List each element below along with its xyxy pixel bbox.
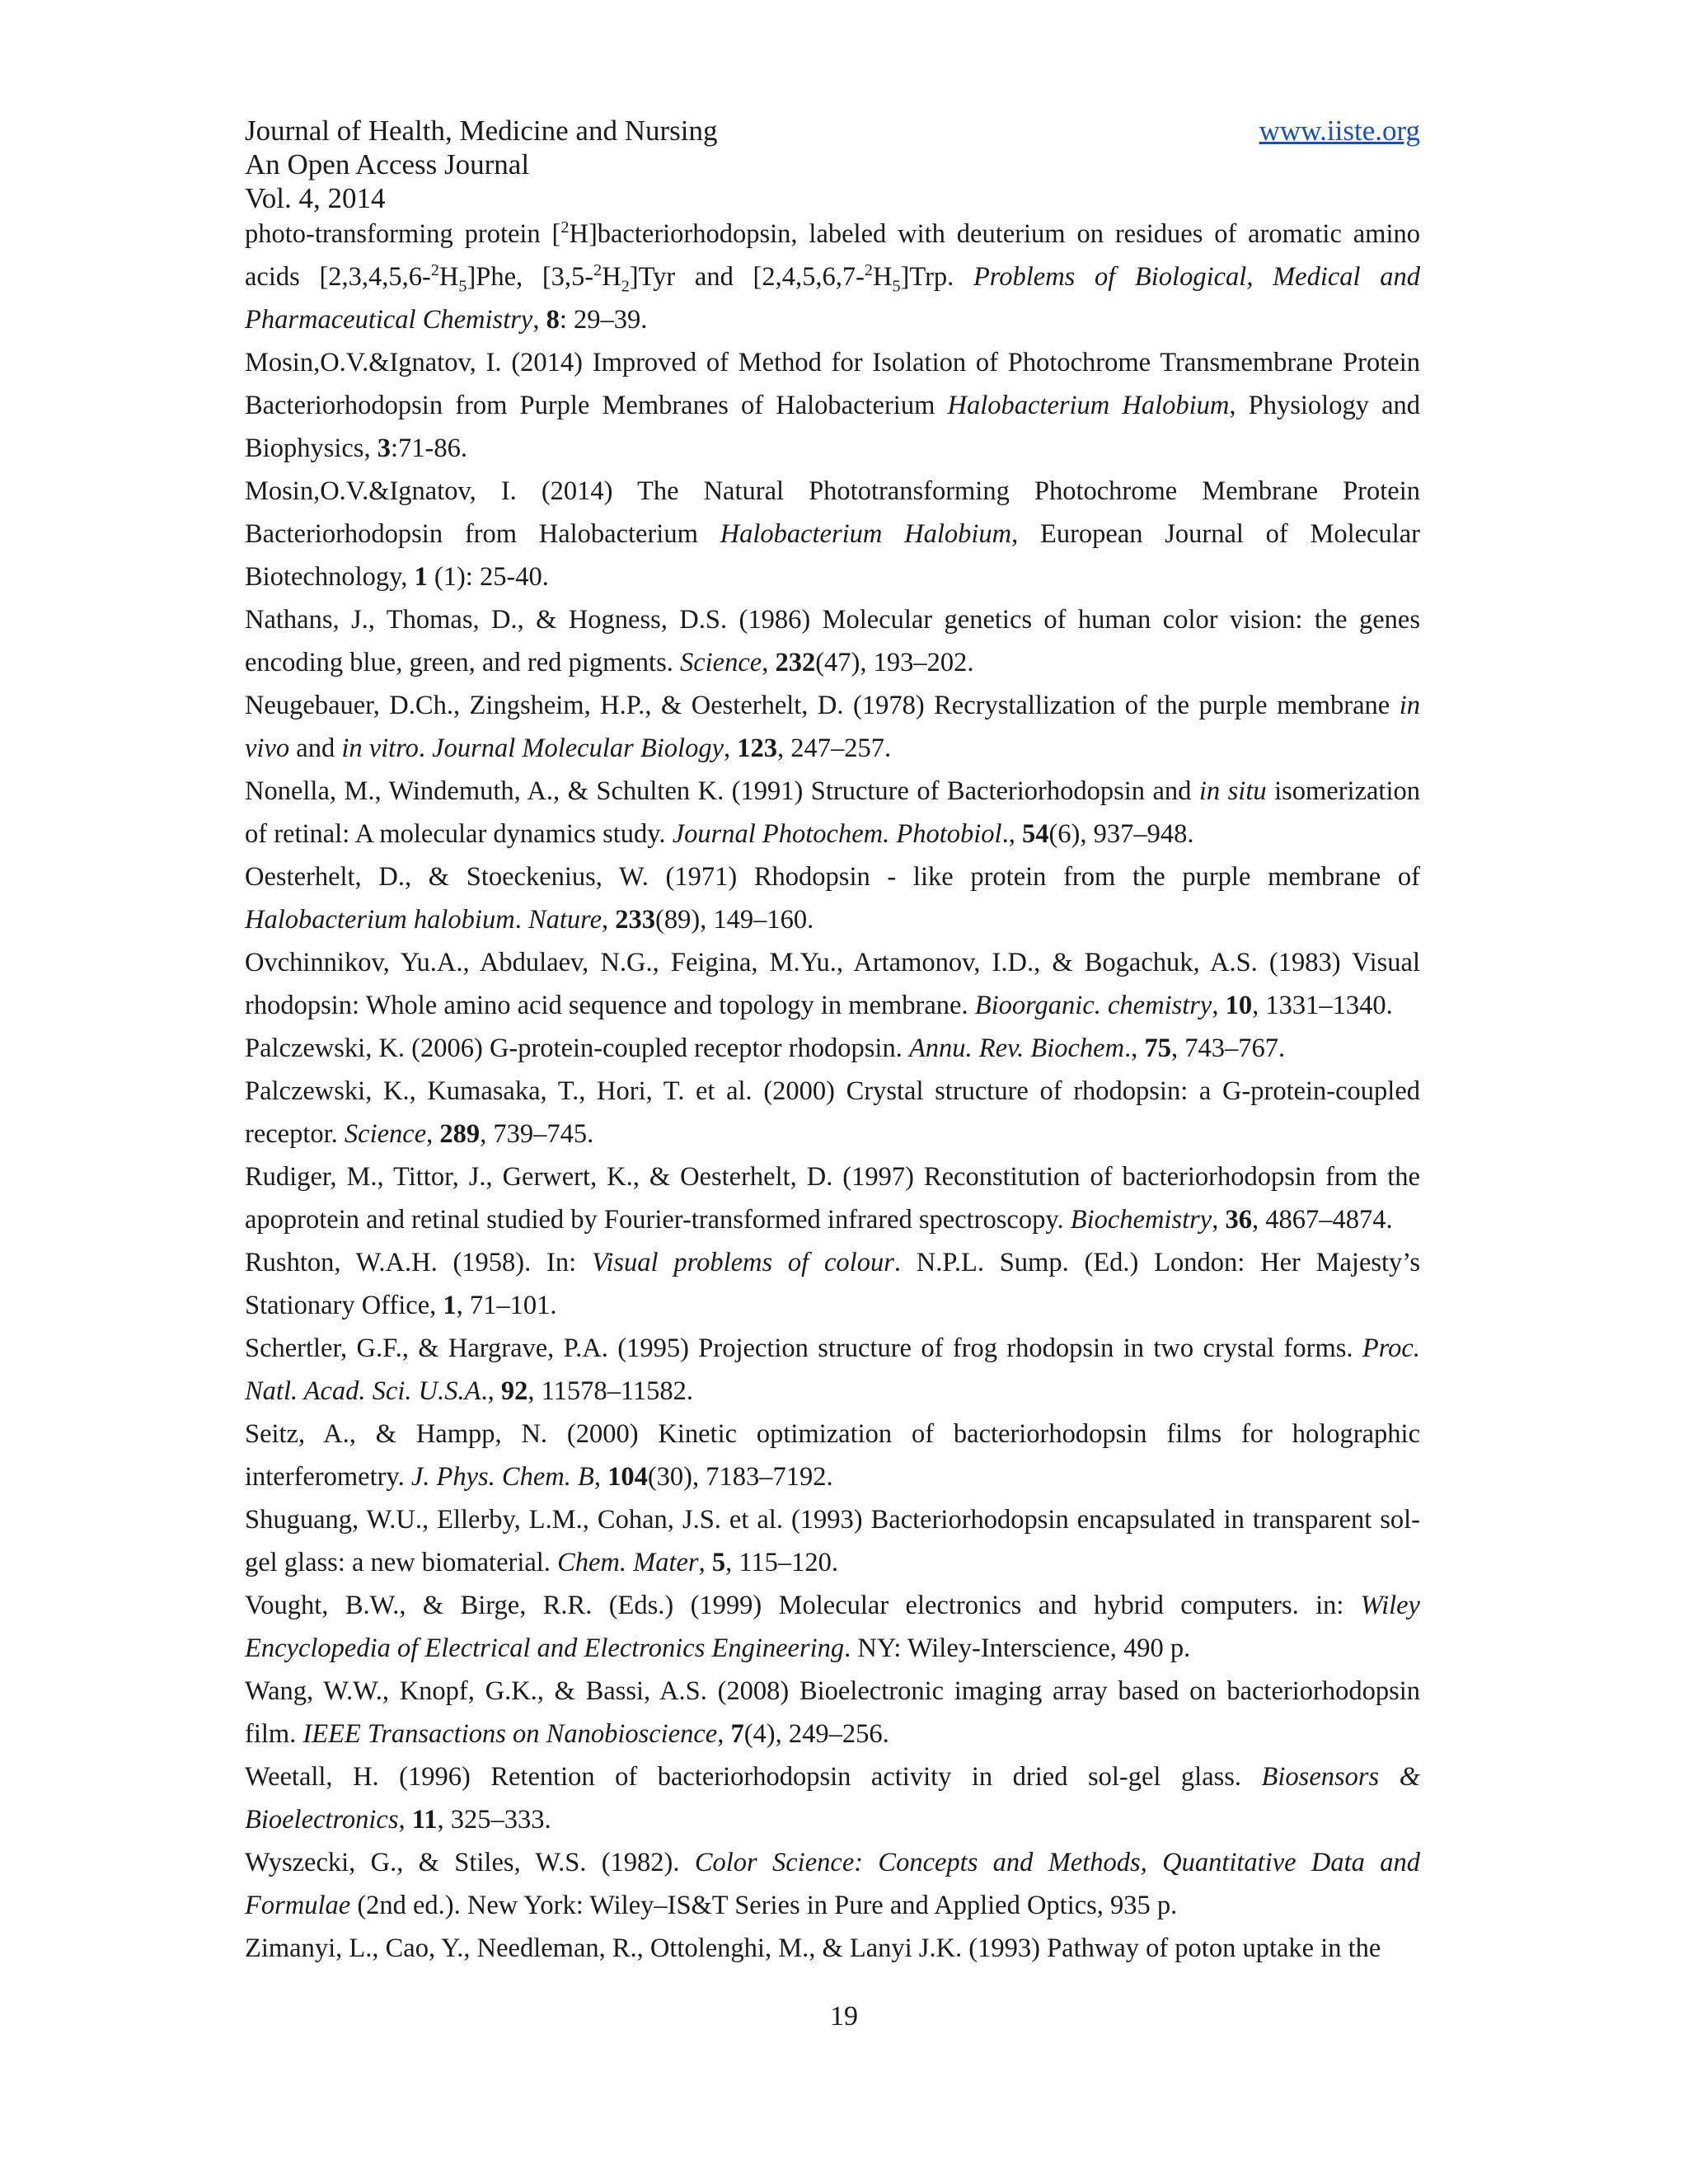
reference-text: Nature [528,905,603,935]
reference-text: 2 [621,277,630,296]
reference-entry [245,341,1420,470]
reference-text: 1 [443,1291,457,1320]
reference-text: Schertler, G.F., & Hargrave, P.A. (1995) Projection structure of frog rhodopsin in two crystal forms. [245,1333,1362,1363]
journal-volume: Vol. 4, 2014 [245,182,386,214]
reference-text: Science [344,1119,427,1149]
reference-text: Halobacterium Halobium [947,391,1230,420]
reference-text: IEEE Transactions on Nanobioscience [302,1719,718,1749]
reference-text: (89), 149–160. [655,905,814,935]
reference-text: H [438,262,459,292]
reference-text: Biosensors & Bioelectronics [245,1762,1420,1835]
reference-text: Neugebauer, D.Ch., Zingsheim, H.P., & Oesterhelt, D. (1978) Recrystallization of the purple membrane [245,691,1400,720]
reference-text: 11 [411,1805,438,1835]
reference-text: Bioorganic. chemistry [974,991,1212,1020]
journal-title: Journal of Health, Medicine and Nursing [245,115,718,147]
reference-text: 2 [593,261,603,280]
page-number: 19 [830,2001,858,2032]
reference-text: Seitz, A., & Hampp, N. (2000) Kinetic optimization of bacteriorhodopsin films for holographic interferometry. [245,1419,1420,1492]
reference-text: 5 [892,277,901,296]
reference-entry [245,213,1420,341]
reference-entry [245,1498,1420,1584]
reference-text: Problems of Biological, Medical and Pharmaceutical Chemistry [245,262,1421,335]
reference-text: Mosin,O.V.&Ignatov, I. (2014) Improved of Method for Isolation of Photochrome Transmembrane Protein Bacteriorhodopsin from Purple Membranes of Halobacterium [245,348,1420,420]
reference-text: :71-86. [390,434,467,463]
reference-text: 1 [414,562,428,592]
reference-text: in vitro [341,733,419,763]
reference-text: , 4867–4874. [1251,1205,1393,1235]
page-header [245,114,1420,215]
reference-text: Vought, B.W., & Birge, R.R. (Eds.) (1999) Molecular electronics and hybrid computers. in: [245,1591,1361,1620]
reference-text: , [602,905,616,935]
reference-entry [245,1584,1420,1670]
reference-text: , [717,1719,731,1749]
reference-text: ]Phe, [3,5- [467,262,594,292]
reference-text: . NY: Wiley-Interscience, 490 p. [844,1633,1191,1663]
reference-text: , [593,1462,608,1492]
reference-text: Oesterhelt, D., & Stoeckenius, W. (1971) Rhodopsin - like protein from the purple membrane of [245,862,1420,892]
reference-text: (47), 193–202. [815,648,974,677]
reference-list [245,213,1420,1970]
reference-text: , [1212,991,1226,1020]
reference-entry [245,1070,1420,1155]
reference-text: isomerization of retinal: A molecular dynamics study. [245,776,1420,849]
reference-text: ., [481,1376,501,1406]
reference-entry [245,1155,1420,1241]
reference-text: Halobacterium halobium [245,905,515,935]
reference-text: Annu. Rev. Biochem [908,1033,1125,1063]
reference-text: 289 [439,1119,481,1149]
reference-text: Zimanyi, L., Cao, Y., Needleman, R., Ottolenghi, M., & Lanyi J.K. (1993) Pathway of poton uptake in the [245,1933,1381,1963]
reference-entry [245,1755,1420,1841]
reference-text: Color Science: Concepts and Methods, Quantitative Data and Formulae [245,1848,1420,1920]
reference-text: and [289,733,342,763]
reference-text: Rushton, W.A.H. (1958). In: [245,1248,592,1277]
reference-text: 123 [737,733,777,763]
reference-text: , [1212,1205,1226,1235]
reference-text: . [514,905,528,935]
reference-text: (4), 249–256. [743,1719,889,1749]
reference-text: , 1331–1340. [1252,991,1393,1020]
reference-text: 104 [607,1462,648,1492]
reference-text: , [532,305,546,335]
reference-text: 92 [500,1376,528,1406]
reference-text: photo-transforming protein [ [245,219,561,249]
reference-text: Palczewski, K. (2006) G-protein-coupled receptor rhodopsin. [245,1033,909,1063]
reference-text: ., [1124,1033,1145,1063]
reference-text: 3 [377,434,391,463]
reference-text: Chem. Mater [557,1548,699,1577]
reference-text: H [872,262,893,292]
reference-text: Shuguang, W.U., Ellerby, L.M., Cohan, J.S. et al. (1993) Bacteriorhodopsin encapsulated in transparent sol-gel glass: a new biomaterial. [245,1505,1420,1577]
reference-text: in vivo [245,691,1420,763]
reference-text: , 743–767. [1170,1033,1286,1063]
reference-entry [245,684,1420,770]
reference-text: , [698,1548,712,1577]
reference-text: , 115–120. [725,1548,838,1577]
reference-text: Science [679,648,762,677]
reference-text: . N.P.L. Sump. (Ed.) London: Her Majesty’s Stationary Office, [245,1248,1420,1320]
reference-entry [245,1327,1420,1413]
reference-text: , Physiology and Biophysics, [245,391,1420,463]
reference-text: 2 [864,261,873,280]
reference-text: : 29–39. [559,305,648,335]
reference-text: H]bacteriorhodopsin, labeled with deuterium on residues of aromatic amino acids [2,3,4,5,6- [245,219,1420,292]
reference-text: 2 [430,261,439,280]
reference-text: Biochemistry [1070,1205,1212,1235]
reference-text: , 325–333. [437,1805,551,1835]
reference-text: . [418,733,433,763]
reference-text: Proc. Natl. Acad. Sci. U.S.A [245,1333,1420,1406]
reference-text: 36 [1225,1205,1252,1235]
reference-text: (6), 937–948. [1048,819,1194,849]
reference-text: Halobacterium Halobium [720,519,1012,549]
reference-text: ]Trp. [900,262,973,292]
reference-text: (30), 7183–7192. [647,1462,833,1492]
reference-text: Visual problems of colour [591,1248,894,1277]
reference-entry [245,855,1420,941]
reference-text: H [602,262,621,292]
reference-text: J. Phys. Chem. B [410,1462,594,1492]
reference-text: 54 [1021,819,1049,849]
reference-text: 233 [615,905,656,935]
reference-text: Palczewski, K., Kumasaka, T., Hori, T. et al. (2000) Crystal structure of rhodopsin: a G-protein-coupled receptor. [245,1076,1420,1149]
reference-entry [245,598,1420,684]
reference-entry [245,1670,1420,1755]
reference-text: , 71–101. [456,1291,557,1320]
reference-text: , 247–257. [777,733,892,763]
reference-text: , 739–745. [480,1119,594,1149]
reference-entry [245,470,1420,598]
reference-text: 8 [546,305,560,335]
reference-entry [245,1241,1420,1327]
reference-text: , [426,1119,440,1149]
reference-entry [245,770,1420,855]
reference-text: Weetall, H. (1996) Retention of bacteriorhodopsin activity in dried sol-gel glass. [245,1762,1262,1792]
reference-text: 2 [560,218,570,237]
reference-text: Journal Photochem. Photobiol [672,819,1002,849]
reference-text: 5 [458,277,467,296]
reference-text: Nonella, M., Windemuth, A., & Schulten K. (1991) Structure of Bacteriorhodopsin and [245,776,1199,806]
reference-text: ., [1001,819,1022,849]
reference-text: Wyszecki, G., & Stiles, W.S. (1982). [245,1848,695,1877]
reference-text: (2nd ed.). New York: Wiley–IS&T Series in Pure and Applied Optics, 935 p. [350,1891,1178,1920]
reference-text: 7 [730,1719,744,1749]
reference-text: 75 [1144,1033,1171,1063]
reference-entry [245,941,1420,1027]
reference-text: , European Journal of Molecular Biotechnology, [245,519,1421,592]
reference-text: , [724,733,738,763]
reference-entry [245,1413,1420,1498]
reference-text: Ovchinnikov, Yu.A., Abdulaev, N.G., Feigina, M.Yu., Artamonov, I.D., & Bogachuk, A.S. (1983) Visual rhodopsin: Whole amino acid sequence and topology in membrane. [245,948,1420,1020]
journal-subtitle: An Open Access Journal [245,148,530,180]
reference-text: Wang, W.W., Knopf, G.K., & Bassi, A.S. (2008) Bioelectronic imaging array based on bacteriorhodopsin film. [245,1676,1420,1749]
reference-text: 5 [711,1548,726,1577]
reference-text: Journal Molecular Biology [432,733,724,763]
reference-entry [245,1841,1420,1927]
reference-text: Rudiger, M., Tittor, J., Gerwert, K., & Oesterhelt, D. (1997) Reconstitution of bacteriorhodopsin from the apoprotein and retinal studied by Fourier-transformed infrared spectroscopy. [245,1162,1420,1235]
reference-text: 10 [1225,991,1253,1020]
reference-text: Mosin,O.V.&Ignatov, I. (2014) The Natural Phototransforming Photochrome Membrane Protein Bacteriorhodopsin from Halobacterium [245,476,1420,549]
reference-text: , 11578–11582. [528,1376,694,1406]
reference-entry [245,1927,1420,1970]
reference-text: in situ [1198,776,1267,806]
reference-text: ]Tyr and [2,4,5,6,7- [629,262,865,292]
website-link[interactable]: www.iiste.org [1259,115,1420,147]
header-row [245,114,1420,148]
reference-text: , [762,648,776,677]
reference-text: Wiley Encyclopedia of Electrical and Electronics Engineering [245,1591,1420,1663]
reference-text: , [398,1805,412,1835]
reference-text: Nathans, J., Thomas, D., & Hogness, D.S. (1986) Molecular genetics of human color vision: the genes encoding blue, green, and red pigments. [245,605,1420,677]
reference-text: (1): 25-40. [427,562,549,592]
reference-entry [245,1027,1420,1070]
reference-text: 232 [775,648,816,677]
